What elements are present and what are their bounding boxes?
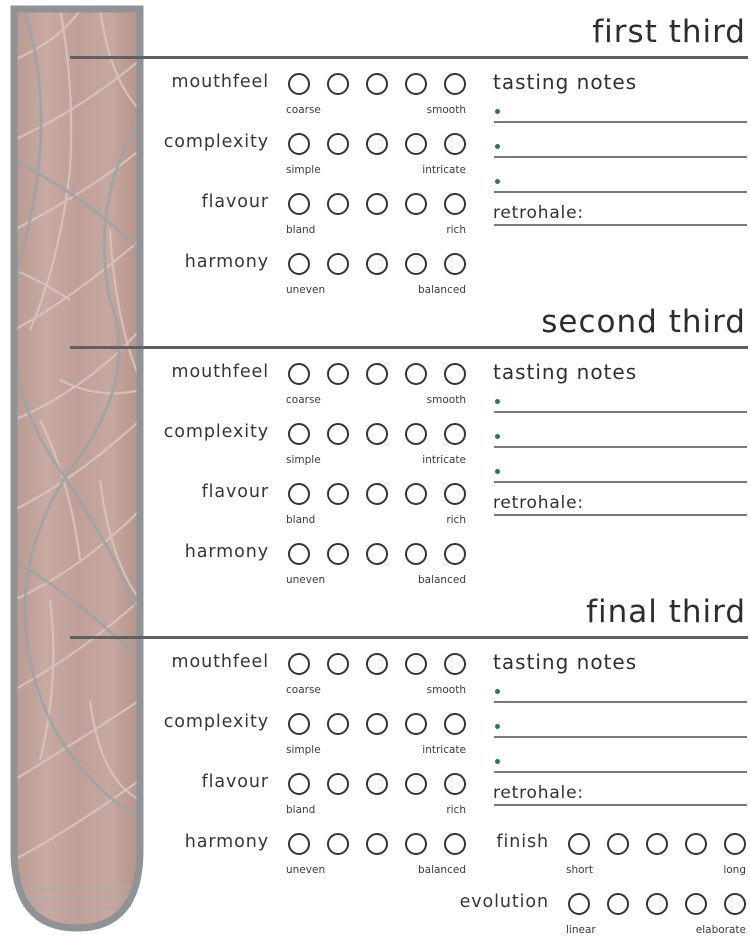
harmony-rating-option-1[interactable] <box>288 253 310 275</box>
note-bullet <box>495 759 500 764</box>
mouthfeel-rating-option-5[interactable] <box>444 363 466 385</box>
section-divider <box>70 636 748 639</box>
complexity-rating-option-5[interactable] <box>444 133 466 155</box>
complexity-rating-option-1[interactable] <box>288 713 310 735</box>
complexity-rating-option-3[interactable] <box>366 423 388 445</box>
retrohale-label: retrohale: <box>493 493 584 513</box>
complexity-rating-option-1[interactable] <box>288 423 310 445</box>
harmony-scale-high: balanced <box>417 864 466 876</box>
complexity-scale-low: simple <box>286 164 321 176</box>
tasting-notes-title: tasting notes <box>493 70 638 94</box>
note-bullet <box>495 724 500 729</box>
complexity-scale-low: simple <box>286 454 321 466</box>
tasting-note-line-1[interactable] <box>494 121 747 123</box>
complexity-rating-option-1[interactable] <box>288 133 310 155</box>
tasting-note-line-1[interactable] <box>494 411 747 413</box>
retrohale-line[interactable] <box>494 224 747 226</box>
section-title-first: first third <box>592 14 746 50</box>
complexity-scale-high: intricate <box>422 454 466 466</box>
flavour-rating-option-4[interactable] <box>405 773 427 795</box>
mouthfeel-rating-option-3[interactable] <box>366 73 388 95</box>
mouthfeel-scale-high: smooth <box>426 104 466 116</box>
complexity-rating-option-5[interactable] <box>444 423 466 445</box>
section-divider <box>70 56 748 59</box>
mouthfeel-scale-high: smooth <box>426 394 466 406</box>
flavour-rating-option-5[interactable] <box>444 483 466 505</box>
finish-rating-option-3[interactable] <box>646 833 668 855</box>
harmony-label: harmony <box>184 252 269 272</box>
tasting-notes-title: tasting notes <box>493 360 638 384</box>
harmony-rating-option-5[interactable] <box>444 253 466 275</box>
harmony-rating-option-2[interactable] <box>327 253 349 275</box>
harmony-rating-option-5[interactable] <box>444 543 466 565</box>
finish-label: finish <box>496 832 549 852</box>
complexity-label: complexity <box>163 422 269 442</box>
finish-rating-option-2[interactable] <box>607 833 629 855</box>
mouthfeel-rating-option-2[interactable] <box>327 653 349 675</box>
flavour-scale-high: rich <box>446 514 466 526</box>
flavour-rating-option-3[interactable] <box>366 773 388 795</box>
flavour-label: flavour <box>201 482 269 502</box>
flavour-rating-option-1[interactable] <box>288 773 310 795</box>
complexity-rating-option-4[interactable] <box>405 423 427 445</box>
note-bullet <box>495 399 500 404</box>
mouthfeel-rating-option-1[interactable] <box>288 653 310 675</box>
harmony-rating-option-1[interactable] <box>288 543 310 565</box>
mouthfeel-rating-option-5[interactable] <box>444 73 466 95</box>
mouthfeel-rating-option-1[interactable] <box>288 73 310 95</box>
evolution-scale-low: linear <box>566 924 596 936</box>
flavour-scale-low: bland <box>286 804 316 816</box>
flavour-label: flavour <box>201 772 269 792</box>
evolution-rating-option-1[interactable] <box>568 893 590 915</box>
harmony-scale-high: balanced <box>417 574 466 586</box>
mouthfeel-label: mouthfeel <box>171 72 269 92</box>
complexity-rating-option-3[interactable] <box>366 133 388 155</box>
evolution-rating-option-4[interactable] <box>685 893 707 915</box>
section-divider <box>70 346 748 349</box>
mouthfeel-scale-low: coarse <box>286 104 321 116</box>
retrohale-line[interactable] <box>494 514 747 516</box>
note-bullet <box>495 469 500 474</box>
note-bullet <box>495 434 500 439</box>
mouthfeel-scale-low: coarse <box>286 684 321 696</box>
mouthfeel-rating-option-4[interactable] <box>405 653 427 675</box>
mouthfeel-rating-option-4[interactable] <box>405 363 427 385</box>
flavour-scale-low: bland <box>286 514 316 526</box>
mouthfeel-rating-option-3[interactable] <box>366 653 388 675</box>
flavour-rating-option-2[interactable] <box>327 483 349 505</box>
mouthfeel-label: mouthfeel <box>171 652 269 672</box>
flavour-rating-option-4[interactable] <box>405 483 427 505</box>
evolution-rating-option-5[interactable] <box>724 893 746 915</box>
harmony-label: harmony <box>184 832 269 852</box>
flavour-rating-option-5[interactable] <box>444 193 466 215</box>
complexity-rating-option-2[interactable] <box>327 423 349 445</box>
finish-scale-low: short <box>566 864 593 876</box>
section-title-final: final third <box>586 594 746 630</box>
flavour-rating-option-5[interactable] <box>444 773 466 795</box>
evolution-rating-option-3[interactable] <box>646 893 668 915</box>
mouthfeel-rating-option-5[interactable] <box>444 653 466 675</box>
note-bullet <box>495 689 500 694</box>
mouthfeel-rating-option-3[interactable] <box>366 363 388 385</box>
complexity-label: complexity <box>163 132 269 152</box>
flavour-rating-option-3[interactable] <box>366 193 388 215</box>
flavour-scale-high: rich <box>446 804 466 816</box>
note-bullet <box>495 109 500 114</box>
harmony-rating-option-4[interactable] <box>405 253 427 275</box>
complexity-rating-option-2[interactable] <box>327 133 349 155</box>
harmony-label: harmony <box>184 542 269 562</box>
harmony-rating-option-2[interactable] <box>327 543 349 565</box>
mouthfeel-rating-option-2[interactable] <box>327 73 349 95</box>
flavour-rating-option-4[interactable] <box>405 193 427 215</box>
complexity-rating-option-5[interactable] <box>444 713 466 735</box>
complexity-scale-low: simple <box>286 744 321 756</box>
mouthfeel-scale-high: smooth <box>426 684 466 696</box>
evolution-scale-high: elaborate <box>695 924 746 936</box>
tasting-note-line-3[interactable] <box>494 481 747 483</box>
complexity-rating-option-2[interactable] <box>327 713 349 735</box>
harmony-scale-high: balanced <box>417 284 466 296</box>
complexity-rating-option-4[interactable] <box>405 713 427 735</box>
mouthfeel-scale-low: coarse <box>286 394 321 406</box>
flavour-rating-option-1[interactable] <box>288 193 310 215</box>
tasting-notes-title: tasting notes <box>493 650 638 674</box>
section-title-second: second third <box>541 304 746 340</box>
complexity-rating-option-3[interactable] <box>366 713 388 735</box>
harmony-rating-option-1[interactable] <box>288 833 310 855</box>
harmony-rating-option-4[interactable] <box>405 543 427 565</box>
finish-rating-option-1[interactable] <box>568 833 590 855</box>
finish-rating-option-5[interactable] <box>724 833 746 855</box>
tasting-note-line-1[interactable] <box>494 701 747 703</box>
flavour-scale-high: rich <box>446 224 466 236</box>
harmony-rating-option-3[interactable] <box>366 253 388 275</box>
note-bullet <box>495 179 500 184</box>
tasting-note-line-2[interactable] <box>494 736 747 738</box>
evolution-rating-option-2[interactable] <box>607 893 629 915</box>
flavour-rating-option-2[interactable] <box>327 193 349 215</box>
flavour-rating-option-2[interactable] <box>327 773 349 795</box>
note-bullet <box>495 144 500 149</box>
retrohale-line[interactable] <box>494 804 747 806</box>
complexity-scale-high: intricate <box>422 744 466 756</box>
harmony-scale-low: uneven <box>286 284 326 296</box>
mouthfeel-rating-option-1[interactable] <box>288 363 310 385</box>
complexity-scale-high: intricate <box>422 164 466 176</box>
flavour-scale-low: bland <box>286 224 316 236</box>
flavour-rating-option-1[interactable] <box>288 483 310 505</box>
retrohale-label: retrohale: <box>493 783 584 803</box>
mouthfeel-label: mouthfeel <box>171 362 269 382</box>
finish-scale-high: long <box>723 864 746 876</box>
flavour-rating-option-3[interactable] <box>366 483 388 505</box>
finish-rating-option-4[interactable] <box>685 833 707 855</box>
tasting-note-line-3[interactable] <box>494 191 747 193</box>
evolution-label: evolution <box>459 892 549 912</box>
tasting-note-line-3[interactable] <box>494 771 747 773</box>
harmony-rating-option-3[interactable] <box>366 543 388 565</box>
flavour-label: flavour <box>201 192 269 212</box>
harmony-scale-low: uneven <box>286 574 326 586</box>
mouthfeel-rating-option-2[interactable] <box>327 363 349 385</box>
complexity-rating-option-4[interactable] <box>405 133 427 155</box>
tasting-note-line-2[interactable] <box>494 156 747 158</box>
harmony-rating-option-2[interactable] <box>327 833 349 855</box>
harmony-scale-low: uneven <box>286 864 326 876</box>
mouthfeel-rating-option-4[interactable] <box>405 73 427 95</box>
retrohale-label: retrohale: <box>493 203 584 223</box>
complexity-label: complexity <box>163 712 269 732</box>
tasting-note-line-2[interactable] <box>494 446 747 448</box>
